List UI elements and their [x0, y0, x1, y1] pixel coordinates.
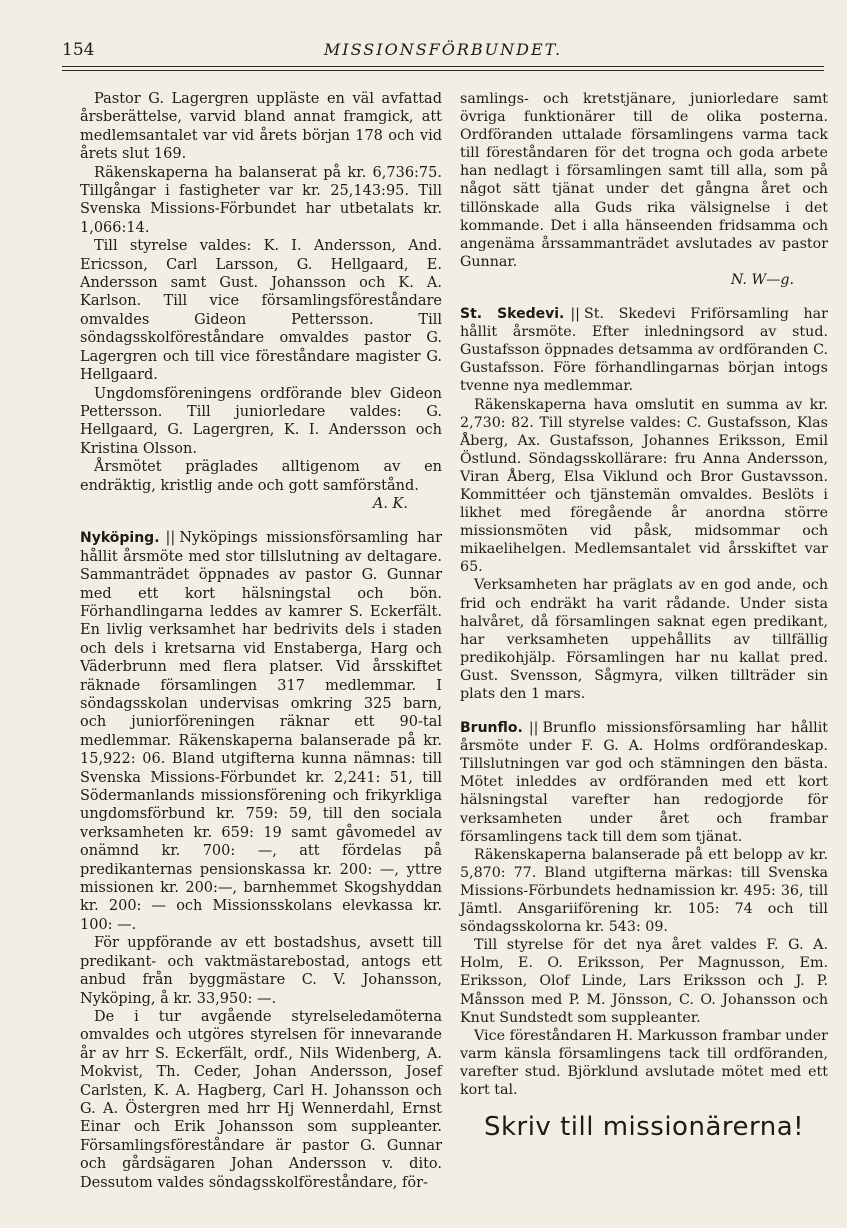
section-nykoping — [80, 529, 442, 1192]
header-rule-bottom — [62, 70, 824, 71]
section-brunflo — [460, 719, 828, 1099]
section-st-skedevi — [460, 305, 828, 703]
paragraph: Räkenskaperna ha balanserat på kr. 6,736:75. Tillgångar i fastigheter var kr. 25,143:95. Till Svenska Missions-Förbundet har utbetalats kr. 1,066:14. — [80, 164, 442, 236]
paragraph: Vice föreståndaren H. Markusson frambar under varm känsla församlingens tack till ordföranden, varefter stud. Björklund avslutade mötet med ett kort tal. — [460, 1027, 828, 1098]
paragraph-text: St. Skedevi Friförsamling har hållit årsmöte. Efter inledningsord av stud. Gustafsson öppnades detsamma av ordföranden C. Gustafsson. Före förhandlingarnas början intogs tvenne nya medlemmar. — [460, 306, 828, 395]
left-column — [80, 90, 442, 1192]
signature: N. W—g. — [730, 271, 794, 288]
paragraph: Ungdomsföreningens ordförande blev Gideon Pettersson. Till juniorledare valdes: G. Hellgaard, G. Lagergren, K. I. Andersson och Kristina Olsson. — [80, 385, 442, 457]
page-number: 154 — [62, 40, 95, 60]
paragraph: Verksamheten har präglats av en god ande, och frid och endräkt ha varit rådande. Under sista halvåret, då församlingen saknat egen predikant, har verksamheten uppehållits av tillfällig predikohjälp. Församlingen har nu kallat pred. Gust. Svensson, Sågmyra, vilken tillträder sin plats den 1 mars. — [460, 577, 828, 702]
section-separator: || — [165, 530, 176, 547]
paragraph: samlings- och kretstjänare, juniorledare samt övriga funktionärer till de olika posterna. Ordföranden uttalade församlingens varma tack till föreståndaren för det trogna och goda arbete han nedlagt i församlingen samt till alla, som på något sätt tjänat under det gångna året och tillönskade alla Guds rika välsignelse i det kommande. Det i alla hänseenden fridsamma och angenäma årssammanträdet avslutades av pastor Gunnar. — [460, 91, 828, 270]
paragraph: De i tur avgående styrelseledamöterna omvaldes och utgöres styrelsen för innevarande år av hrr S. Eckerfält, ordf., Nils Widenberg, A. Mokvist, Th. Ceder, Johan Andersson, Josef Carlsten, K. A. Hagberg, Carl H. Johansson och G. A. Östergren med hrr Hj Wennerdahl, Ernst Einar och Erik Johansson som suppleanter. Församlingsföreståndare är pastor G. Gunnar och gårdsägaren Johan Andersson v. dito. Dessutom valdes söndagsskolföreståndare, för- — [80, 1008, 442, 1191]
paragraph: Räkenskaperna hava omslutit en summa av kr. 2,730: 82. Till styrelse valdes: C. Gustafsson, Klas Åberg, Ax. Gustafsson, Johannes Eriksson, Emil Östlund. Söndagsskollärare: fru Anna Andersson, Viran Åberg, Elsa Viklund och Bror Gustavsson. Kommittéer och tjänstemän omvaldes. Beslöts i likhet med föregående år anordna större missionsmöten vid påsk, midsommar och mikaelihelgen. Medlemsantalet vid årsskiftet var 65. — [460, 396, 828, 576]
right-column — [460, 90, 828, 1099]
callout-slogan: Skriv till missionärerna! — [483, 1112, 805, 1142]
signature: A. K. — [372, 495, 408, 512]
paragraph-text: Brunflo missionsförsamling har hållit årsmöte under F. G. A. Holms ordförandeskap. Tillslutningen var god och stämningen den bästa. Mötet inleddes av ordföranden med ett kort hälsningstal varefter han redogjorde för verksamheten under året och frambar församlingens tack till dem som tjänat. — [460, 720, 828, 845]
place-heading: Brunflo. — [460, 720, 523, 737]
section-lead-paragraph — [80, 529, 442, 934]
paragraph: Årsmötet präglades alltigenom av en endräktig, kristlig ande och gott samförstånd. — [80, 459, 442, 494]
section-lead-paragraph — [460, 719, 828, 846]
place-heading: Nyköping. — [80, 530, 160, 547]
paragraph: Pastor G. Lagergren uppläste en väl avfattad årsberättelse, varvid bland annat framgick, att medlemsantalet var vid årets början 178 och vid årets slut 169. — [80, 91, 442, 163]
paragraph: För uppförande av ett bostadshus, avsett till predikant- och vaktmästarebostad, antogs ett anbud från byggmästare C. V. Johansson, Nyköping, å kr. 33,950: —. — [80, 935, 442, 1007]
running-title: MISSIONSFÖRBUNDET. — [323, 40, 563, 59]
section-lead-paragraph — [460, 305, 828, 395]
paragraph: Till styrelse för det nya året valdes F. G. A. Holm, E. O. Eriksson, Per Magnusson, Em. Eriksson, Olof Linde, Lars Eriksson och J. P. Månsson med P. M. Jönsson, C. O. Johansson och Knut Sundstedt som suppleanter. — [460, 937, 828, 1026]
paragraph: Räkenskaperna balanserade på ett belopp av kr. 5,870: 77. Bland utgifterna märkas: till Svenska Missions-Förbundets hednamission kr. 495: 36, till Jämtl. Ansgariiförening kr. 105: 74 och till söndagsskolorna kr. 543: 09. — [460, 846, 828, 936]
place-heading: St. Skedevi. — [460, 306, 565, 323]
paragraph: Till styrelse valdes: K. I. Andersson, And. Ericsson, Carl Larsson, G. Hellgaard, E. Andersson samt Gust. Johansson och K. A. Karlson. Till vice församlingsföreståndare omvaldes Gideon Pettersson. Till söndagsskolföreståndare omvaldes pastor G. Lagergren och till vice föreståndare magister G. Hellgaard. — [80, 238, 442, 384]
header-rule-top — [62, 66, 824, 67]
section-separator: || — [570, 306, 580, 323]
paragraph-text: Nyköpings missionsförsamling har hållit årsmöte med stor tillslutning av deltagare. Sammanträdet öppnades av pastor G. Gunnar med ett kort hälsningstal och bön. Förhandlingarna leddes av kamrer S. Eckerfält. En livlig verksamhet har bedrivits dels i staden och dels i kretsarna vid Enstaberga, Harg och Väderbrunn med flera platser. Vid årsskiftet räknade församlingen 317 medlemmar. I söndagsskolan undervisas omkring 325 barn, och juniorföreningen räknar ett 90-tal medlemmar. Räkenskaperna balanserade på kr. 15,922: 06. Bland utgifterna kunna nämnas: till Svenska Missions-Förbundet kr. 2,241: 51, till Södermanlands missionsförening och frikyrkliga ungdomsförbund kr. 759: 59, till den sociala verksamheten kr. 659: 19 samt gåvomedel av onämnd kr. 700: —, att fördelas på predikanternas pensionskassa kr. 200: —, yttre missionen kr. 200:—, barnhemmet Skogshyddan kr. 200: — och Missionsskolans elevkassa kr. 100: —. — [80, 530, 442, 933]
section-separator: || — [528, 720, 539, 737]
page-header — [62, 38, 824, 64]
